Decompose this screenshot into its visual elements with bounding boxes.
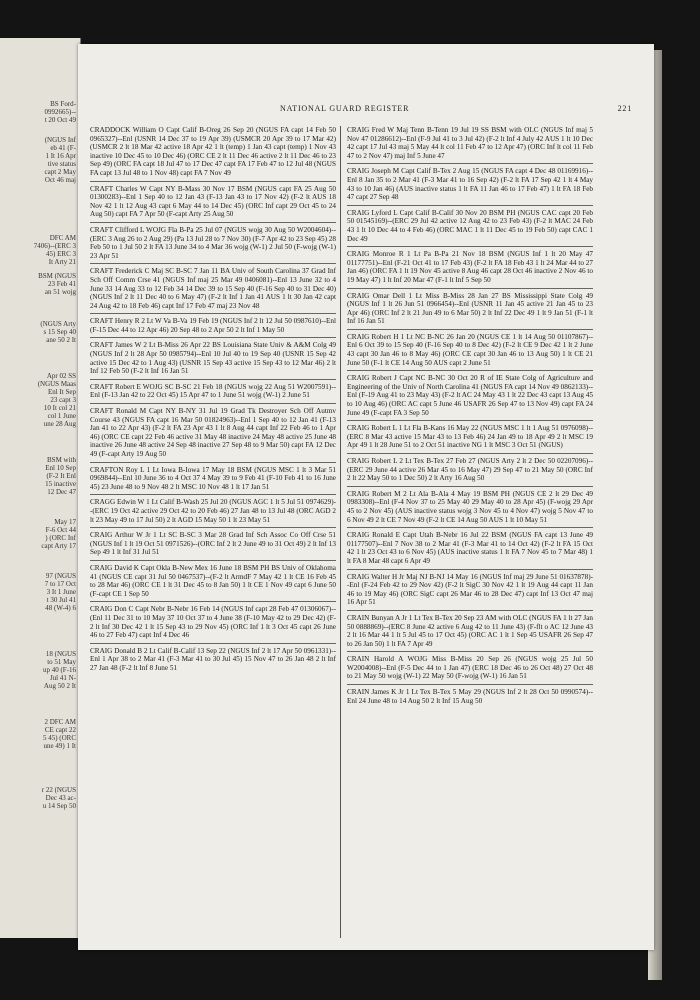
- right-column: [347, 126, 593, 708]
- register-entry: CRAFT Henry R 2 Lt W Va B-Va 19 Feb 19 (NGUS Inf 2 lt 12 Jul 50 0987610)--Enl (F-15 Dec 44 to 12 Apr 46) 20 Sep 48 to 2 Apr 50 2 lt Inf 1 May 50: [90, 313, 336, 337]
- facing-page-text-fragment: BSM (NGUS: [38, 272, 76, 280]
- facing-page-text-fragment: Jul 41 N-: [49, 674, 76, 682]
- register-entry: CRAIN Harold A WOJG Miss B-Miss 20 Sep 26 (NGUS wojg 25 Jul 50 W2004008)--Enl (F-5 Dec 44 to 1 Jan 47) (ERC 18 Dec 46 to 26 Oct 48) 27 Oct 48 to 21 May 50 wojg (W-1) 22 May 50 (F-wojg (W-1) 16 Jan 51: [347, 651, 593, 684]
- facing-page-text-fragment: to 51 May: [47, 658, 76, 666]
- register-entry: CRAIN Bunyan A Jr 1 Lt Tex B-Tex 20 Sep 23 AM with OLC (NGUS FA 1 lt 27 Jan 50 0888869)--(ERC 8 June 42 active 6 Aug 42 to 11 June 43) (F-flt o AC 12 June 43 2 lt 16 Mar 44 1 lt 5 Jul 45 to 17 Oct 45) (ORC AC 1 lt 1 Sep 45 USAFR 26 Sep 47 to 26 Jan 50) 1 lt FA 7 Apr 49: [347, 610, 593, 651]
- register-entry: CRAIG Robert J Capt NC B-NC 30 Oct 20 R of IE State Colg of Agriculture and Engineering of the Univ of North Carolina 41 (NGUS FA capt 14 Nov 49 0862133)--Enl (F-19 Aug 41 to 23 May 43) (F-2 lt AC 24 May 43 1 lt 22 Dec 43 capt 13 Aug 45 to 10 Aug 46) (ORC AC capt 5 June 46 USAFR 26 Sep 47 to 13 Nov 49) capt FA 24 June 49 (F-capt FA 3 Sep 50: [347, 370, 593, 420]
- facing-page-text-fragment: col 1 June: [47, 412, 76, 420]
- facing-page-text-fragment: t 30 Jul 41: [46, 596, 76, 604]
- facing-page-text-fragment: 10 It col 21: [43, 404, 76, 412]
- facing-page-text-fragment: t 20 Oct 49: [44, 116, 76, 124]
- register-entry: CRAFTON Roy L 1 Lt Iowa B-Iowa 17 May 18 BSM (NGUS MSC 1 lt 3 Mar 51 0969844)--Enl 10 June 36 to 4 Oct 37 4 May 39 to 9 Feb 41 (F-10 Feb 41 to 16 June 45) 23 June 48 to 9 Nov 48 2 lt MSC 10 Nov 48 1 lt 17 Jan 51: [90, 462, 336, 495]
- facing-page-text-fragment: 5 45) (ORC: [42, 734, 76, 742]
- register-entry: CRAIG Robert H 1 Lt NC B-NC 26 Jan 20 (NGUS CE 1 lt 14 Aug 50 01107867)--Enl 6 Oct 39 to 15 Sep 40 (F-16 Sep 40 to 8 Dec 42) (F-2 lt CE 9 Dec 42 1 lt 2 June 43 capt 30 Jan 46 to 8 May 46) (ORC CE capt 30 Jan 46 to 13 Aug 50) 1 lt CE 21 June 50 (F-1 lt CE 14 Aug 50 AUS capt 2 June 51: [347, 329, 593, 370]
- facing-page-text-fragment: (F-2 It Enl: [46, 472, 76, 480]
- facing-page-text-fragment: (NGUS Arty: [40, 320, 76, 328]
- facing-page-text-fragment: BSM with: [47, 456, 76, 464]
- column-divider: [340, 126, 341, 938]
- facing-page-text-fragment: 23 Feb 41: [48, 280, 76, 288]
- facing-page-text-fragment: eb 41 (F-: [50, 144, 76, 152]
- facing-page-text-fragment: CE capt 22: [44, 726, 76, 734]
- register-page: [78, 44, 654, 950]
- facing-page-text-fragment: 18 (NGUS: [45, 650, 76, 658]
- register-entry: CRAIG Fred W Maj Tenn B-Tenn 19 Jul 19 SS BSM with OLC (NGUS Inf maj 5 Nov 47 01286612)--Enl (F-9 Jul 41 to 3 Jul 42) (F-2 lt Inf 4 July 42 AUS 1 lt 10 Dec 42 capt 17 Jul 43 maj 5 May 44 lt col 11 Feb 47 to 12 Apr 47) (ORC Inf lt col 11 Feb 47 to 2 Nov 47) maj Inf 5 June 47: [347, 126, 593, 160]
- register-entry: CRAIG Robert L 1 Lt Fla B-Kans 16 May 22 (NGUS MSC 1 lt 1 Aug 51 0976098)--(ERC 8 Mar 43 active 15 Mar 43 to 13 Feb 46) 24 Jan 49 to 18 Apr 49 2 lt MSC 19 Apr 49 1 lt 28 June 51 to 2 Oct 51 inactive NG 1 lt MSC 3 Oct 51 (NGUS): [347, 420, 593, 453]
- facing-page-text-fragment: ane 50 2 It: [46, 336, 76, 344]
- page-number: 221: [617, 104, 632, 113]
- facing-page-text-fragment: capt Arty 17: [41, 542, 76, 550]
- facing-page-text-fragment: It Arty 21: [48, 258, 76, 266]
- register-entry: CRAIG Robert L 2 Lt Tex B-Tex 27 Feb 27 (NGUS Arty 2 lt 2 Dec 50 02207096)--(ERC 29 June 44 active 26 Mar 45 to 16 May 47) 29 Sep 47 to 21 May 50 (ORC Inf 2 lt 22 May 50 to 1 Dec 50) 2 lt Arty 16 Aug 50: [347, 453, 593, 486]
- facing-page-text-fragment: 2 DFC AM: [44, 718, 76, 726]
- register-entry: CRAIG Omar Dell 1 Lt Miss B-Miss 28 Jan 27 BS Mississippi State Colg 49 (NGUS Inf 1 lt 26 Jun 51 0966454)--Enl (USNR 11 Jan 45 active 21 Jan 45 to 23 Apr 46) (ORC Inf 2 lt 21 Jun 49 to 6 Mar 50) 2 lt Inf 22 Dec 49 1 lt 9 Jan 51 (F-1 lt Inf 16 Jan 51: [347, 288, 593, 329]
- facing-page-text-fragment: May 17: [54, 518, 76, 526]
- facing-page-text-fragment: BS Ford-: [50, 100, 76, 108]
- facing-page-text-fragment: une 28 Aug: [43, 420, 76, 428]
- register-entry: CRAFT Charles W Capt NY B-Mass 30 Nov 17 BSM (NGUS capt FA 25 Aug 50 01300283)--Enl 1 Sep 40 to 12 Jan 43 (F-13 Jan 43 to 17 Nov 42) (F-2 lt AUS 18 Nov 42 1 lt 12 Aug 43 capt 6 May 44 to 14 Dec 45) (ORC Inf capt 29 Oct 45 to 24 Aug 50) capt FA 7 Apr 50 (F-capt Arty 25 Aug 50: [90, 181, 336, 222]
- facing-page-text-fragment: Enl It Sep: [48, 388, 76, 396]
- register-entry: CRAIG Lyford L Capt Calif B-Calif 30 Nov 20 BSM PH (NGUS CAC capt 20 Feb 50 01545169)--(ERC 29 Jul 42 active 12 Aug 42 to 23 Feb 43) (F-2 lt MAC 24 Feb 43 1 lt 10 Dec 44 to 4 Feb 46) (ORC MAC 1 lt 11 Dec 45 to 19 Feb 50) capt CAC 1 Dec 49: [347, 205, 593, 246]
- register-entry: CRAIG Arthur W Jr 1 Lt SC B-SC 3 Mar 28 Grad Inf Sch Assoc Co Off Crse 51 (NGUS Inf 1 lt 19 Oct 51 0971526)--(ORC Inf 2 lt 2 June 49 to 31 Oct 49) 2 lt Inf 13 Sep 49 1 lt Inf 31 Jul 51: [90, 527, 336, 560]
- facing-page-text-fragment: (NGUS Maas: [37, 380, 76, 388]
- facing-page-text-fragment: Dec 43 ac-: [45, 794, 76, 802]
- facing-page-text-fragment: capt 2 May: [44, 168, 76, 176]
- register-entry: CRAIG Ronald E Capt Utah B-Nebr 16 Jul 22 BSM (NGUS FA capt 13 June 49 01177507)--Enl 7 Nov 38 to 2 Mar 41 (F-3 Mar 41 to 14 Oct 42) (F-2 lt FA 15 Oct 42 1 lt 23 Oct 43 to 6 Nov 45) (AUS inactive status 1 lt FA 7 Nov 45 to 7 Mar 48) 1 lt FA 8 Mar 48 capt 6 Apr 49: [347, 527, 593, 568]
- facing-page-text-fragment: 7 to 17 Oct: [44, 580, 76, 588]
- register-entry: CRAIG Walter H Jr Maj NJ B-NJ 14 May 16 (NGUS Inf maj 29 June 51 01637878)--Enl (F-24 Feb 42 to 29 Nov 42) (F-2 lt SigC 30 Nov 42 1 lt 19 Aug 44 capt 11 Jan 46 to 19 May 46) (ORC SigC capt 26 Mar 46 to 28 Dec 47) capt Inf 13 Oct 47 maj 16 Apr 51: [347, 569, 593, 610]
- facing-page-text-fragment: 1 It 16 Apr: [45, 152, 76, 160]
- facing-page-text-fragment: 0992665)--: [44, 108, 76, 116]
- facing-page-text-fragment: Aug 50 2 It: [43, 682, 76, 690]
- register-entry: CRAFT Frederick C Maj SC B-SC 7 Jan 11 BA Univ of South Carolina 37 Grad Inf Sch Off Comm Crse 41 (NGUS Inf maj 25 Mar 49 0406081)--Enl 13 June 32 to 4 June 33 14 Aug 33 to 12 Feb 34 14 Dec 39 to 15 Sep 40 (F-16 Sep 40 to 31 Dec 40) (NGUS Inf 2 lt 11 Dec 40 to 6 May 47) (F-2 lt Inf 1 Jan 41 AUS 1 lt 30 Jan 42 capt 24 Aug 42 to 18 Feb 46) capt Inf 17 Feb 47 maj 23 Nov 48: [90, 263, 336, 313]
- register-entry: CRADDOCK William O Capt Calif B-Oreg 26 Sep 20 (NGUS FA capt 14 Feb 50 0965327)--Enl (USNR 14 Dec 37 to 19 Apr 39) (USMCR 20 Apr 39 to 17 Mar 42) (USMCR 2 lt 18 Mar 42 active 18 Apr 42 1 lt (temp) 1 Jan 43 capt (temp) 1 Nov 43 inactive 10 Dec 45 to 10 Dec 46) (ORC CE 2 lt 11 Dec 46 active 2 lt 11 Dec 46 to 23 Sep 49) (ORC FA capt 18 Jul 47 to 17 Dec 47 capt FA 17 Feb 47 to 12 Jul 48 (NGUS FA capt 13 Jul 48 to 1 Nov 48) capt FA 7 Nov 49: [90, 126, 336, 177]
- facing-page-text-fragment: u 14 Sep 50: [42, 802, 76, 810]
- register-entry: CRAGG Edwin W 1 Lt Calif B-Wash 25 Jul 20 (NGUS AGC 1 lt 5 Jul 51 0974629)--(ERC 19 Oct 42 active 29 Oct 42 to 20 Feb 46) 27 Jan 48 to 13 Jul 48 (ORC AGD 2 lt 23 May 49 to 17 Jul 50) 2 lt AGD 15 May 50 1 lt 23 May 51: [90, 494, 336, 527]
- facing-page-text-fragment: 23 capt 3: [50, 396, 76, 404]
- facing-page-text-fragment: Oct 46 maj: [44, 176, 76, 184]
- facing-page-text-fragment: an 51 wojg: [44, 288, 76, 296]
- facing-page-text-fragment: up 40 (F-16: [42, 666, 76, 674]
- register-entry: CRAIG Don C Capt Nebr B-Nebr 16 Feb 14 (NGUS Inf capt 28 Feb 47 01306067)--(Enl 11 Dec 31 to 10 May 37 10 Oct 37 to 4 June 38 (F-10 May 42 to 29 Dec 42) (F-2 lt Inf 30 Dec 42 1 lt 15 Sep 43 to 29 Nov 45) (ORC Inf 1 lt 3 Oct 45 capt 26 June 46 to 27 Feb 47) capt Inf 4 Dec 46: [90, 601, 336, 642]
- facing-page-text-fragment: une 49) 1 It: [43, 742, 76, 750]
- facing-page-text-fragment: F-6 Oct 44: [45, 526, 76, 534]
- register-entry: CRAIG Robert M 2 Lt Ala B-Ala 4 May 19 BSM PH (NGUS CE 2 lt 29 Dec 49 0983308)--Enl (F-4 Nov 37 to 25 May 40 29 May 40 to 28 Apr 45) (F-wojg 29 Apr 45 to 2 Nov 45) (AUS inactive status wojg 3 Nov 45 to 4 Nov 47) wojg 5 Nov 47 to 6 Nov 49 2 lt CE 7 Nov 49 (F-2 lt CE 14 Aug 50 AUS 1 lt 10 May 51: [347, 486, 593, 527]
- facing-page-text-fragment: 12 Dec 47: [47, 488, 76, 496]
- register-entry: CRAIG David K Capt Okla B-New Mex 16 June 18 BSM PH BS Univ of Oklahoma 41 (NGUS CE capt 31 Jul 50 0467537)--(F-2 lt ArmdF 7 May 42 1 lt CE 16 Feb 45 to 28 Mar 46) (ORC CE 1 lt 31 Dec 45 to 8 Jan 50) 1 lt CE 1 Nov 49 capt 6 June 50 (F-capt CE 1 Sep 50: [90, 560, 336, 601]
- left-column: [90, 126, 336, 675]
- register-entry: CRAFT James W 2 Lt B-Miss 26 Apr 22 BS Louisiana State Univ & A&M Colg 49 (NGUS Inf 2 lt 28 Apr 50 0985794)--Enl 10 Jul 40 to 19 Sep 40 (USNR 15 Sep 42 active 15 Dec 42 to 1 Aug 43) (USNR 15 Sep 43 active 15 Sep 43 to 12 Mar 46) 2 lt Inf 12 Feb 50 (F-2 lt Inf 16 Jan 51: [90, 337, 336, 378]
- facing-page-text-fragment: 7406)--(ERC 3: [33, 242, 76, 250]
- register-entry: CRAIG Joseph M Capt Calif B-Tex 2 Aug 15 (NGUS FA capt 4 Dec 48 01169916)--Enl 8 Jan 35 to 2 Mar 41 (F-3 Mar 41 to 16 Sep 42) (F-2 lt FA 17 Sep 42 1 lt 4 May 43 to 10 Jan 46) (AUS inactive status 1 lt FA 11 Jan 46 to 17 Feb 47) 1 lt FA 18 Feb 47 capt 27 Sep 48: [347, 163, 593, 204]
- facing-page-fragment: [0, 38, 81, 938]
- facing-page-text-fragment: (NGUS Inf: [44, 136, 76, 144]
- facing-page-text-fragment: DFC AM: [49, 234, 76, 242]
- facing-page-text-fragment: Enl 10 Sep: [45, 464, 76, 472]
- register-entry: CRAIG Donald B 2 Lt Calif B-Calif 13 Sep 22 (NGUS Inf 2 lt 17 Apr 50 0961331)--Enl 1 Apr 38 to 2 Mar 41 (F-3 Mar 41 to 30 Jul 45) 15 Nov 47 to 26 Jan 48 2 lt Inf 27 Jan 48 (F-2 lt Inf 8 June 51: [90, 643, 336, 676]
- facing-page-text-fragment: 3 It 1 June: [46, 588, 76, 596]
- register-entry: CRAIG Monroe R 1 Lt Pa B-Pa 21 Nov 18 BSM (NGUS Inf 1 lt 20 May 47 01177751)--Enl (F-21 Oct 41 to 17 Feb 43) (F-2 lt FA 18 Feb 43 1 lt 24 Mar 44 to 27 Jan 46) (ORC FA 1 lt 19 Nov 45 active 8 Aug 46 capt 28 Oct 46 inactive 2 Nov 46 to 19 May 47) 1 lt Inf 20 Mar 47 (F-1 lt Inf 5 Sep 50: [347, 246, 593, 287]
- facing-page-text-fragment: Apr 02 SS: [46, 372, 76, 380]
- running-head-title: NATIONAL GUARD REGISTER: [280, 104, 410, 113]
- register-entry: CRAIN James K Jr 1 Lt Tex B-Tex 5 May 29 (NGUS Inf 2 lt 28 Oct 50 0990574)--Enl 24 June 48 to 14 Aug 50 2 lt Inf 15 Aug 50: [347, 684, 593, 708]
- facing-page-text-fragment: r 22 (NGUS: [41, 786, 76, 794]
- register-entry: CRAFT Ronald M Capt NY B-NY 31 Jul 19 Grad Tk Destroyer Sch Off Autmv Course 43 (NGUS FA capt 16 Mar 50 01824963)--Enl 1 Sep 40 to 12 Jan 41 (F-13 Jan 41 to 22 Apr 43) (F-2 lt FA 23 Apr 43 1 lt 8 Aug 44 capt Inf 22 Feb 46 to 1 Apr 46) (ORC CE capt 22 Feb 46 active 31 May 48 inactive 24 May 48 active 25 June 48 inactive 26 June 48 active 24 Sep 48 inactive 27 Sep 48 to 9 Mar 50) capt FA 12 Dec 49 (F-capt Arty 19 Aug 50: [90, 403, 336, 462]
- facing-page-text-fragment: tive status: [47, 160, 76, 168]
- facing-page-text-fragment: 48 (W-4) 6: [45, 604, 76, 612]
- facing-page-text-fragment: 15 inactive: [45, 480, 76, 488]
- facing-page-text-fragment: 45) ERC 3: [46, 250, 76, 258]
- register-entry: CRAFT Clifford L WOJG Fla B-Pa 25 Jul 07 (NGUS wojg 30 Aug 50 W2004604)--(ERC 3 Aug 26 to 2 Aug 29) (Pa 13 Jul 28 to 7 Nov 30) (F-7 Apr 42 to 23 Sep 45) 28 Feb 50 to 1 Jul 50 2 lt FA 13 June 34 to 4 Mar 36 wojg (W-1) 2 Jul 50 (F-wojg (W-1) 23 Apr 51: [90, 222, 336, 263]
- facing-page-text-fragment: ) (ORC Inf: [45, 534, 76, 542]
- facing-page-text-fragment: 97 (NGUS: [45, 572, 76, 580]
- register-entry: CRAFT Robert E WOJG SC B-SC 21 Feb 18 (NGUS wojg 22 Aug 51 W2007591)--Enl (F-13 Jan 42 to 22 Oct 45) 15 Apr 47 to 1 June 51 wojg (W-1) 2 June 51: [90, 379, 336, 403]
- facing-page-text-fragment: s 15 Sep 40: [43, 328, 76, 336]
